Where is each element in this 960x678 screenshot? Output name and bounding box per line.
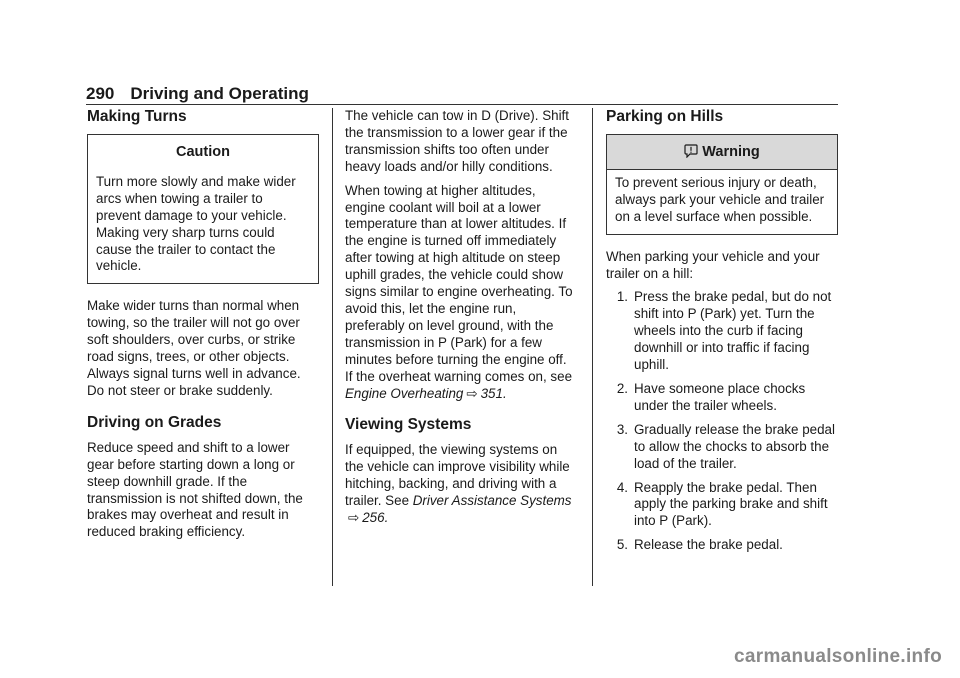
reference-suffix: . <box>502 385 507 401</box>
caution-text: Turn more slowly and make wider arcs when towing a trailer to prevent damage to your vehicle. Making very sharp turns could cause the trailer to contact the vehicle. <box>96 173 296 274</box>
page-reference-arrow-icon: ⇨ <box>348 510 360 526</box>
page-number: 290 <box>86 84 115 103</box>
reference-page: 256 <box>362 510 385 526</box>
warning-title: Warning <box>702 144 760 160</box>
column-2 <box>345 108 577 534</box>
step-number: 1. <box>616 289 628 305</box>
heading-viewing-systems: Viewing Systems <box>345 416 472 434</box>
paragraph: The vehicle can tow in D (Drive). Shift the transmission to a lower gear if the transmission shifts too often under heavy loads and/or hilly conditions. <box>345 108 569 174</box>
paragraph <box>345 442 577 527</box>
cross-reference-link[interactable] <box>345 386 507 401</box>
step-text: Release the brake pedal. <box>634 537 783 553</box>
column-1 <box>87 108 319 548</box>
step-text: Press the brake pedal, but do not shift into P (Park) yet. Turn the wheels into the curb if facing downhill or into traffic if facing uphill. <box>634 289 832 373</box>
step-text: Gradually release the brake pedal to allow the chocks to absorb the load of the trailer. <box>634 421 835 471</box>
watermark: carmanualsonline.info <box>734 646 942 667</box>
steps-list <box>606 289 838 554</box>
column-3 <box>606 108 838 561</box>
reference-title: Engine Overheating <box>345 385 464 401</box>
paragraph-text: If equipped, the viewing systems on the vehicle can improve visibility while hitching, backing, and driving with a trailer. See <box>345 442 570 509</box>
page-reference-arrow-icon: ⇨ <box>466 385 478 401</box>
paragraph: Reduce speed and shift to a lower gear before starting down a long or steep downhill grade. If the transmission is not shifted down, the brakes may overheat and result in reduced braking efficiency. <box>87 439 303 540</box>
warning-icon <box>684 144 698 158</box>
reference-title: Driver Assistance Systems <box>412 493 572 509</box>
paragraph: When parking your vehicle and your trailer on a hill: <box>606 248 820 281</box>
warning-box <box>606 134 838 235</box>
list-item <box>606 381 838 415</box>
warning-title-bar <box>607 135 837 170</box>
list-item <box>606 480 838 531</box>
step-number: 2. <box>616 380 628 396</box>
step-number: 5. <box>616 537 628 553</box>
paragraph: Make wider turns than normal when towing, so the trailer will not go over soft shoulders, over curbs, or strike road signs, trees, or other objects. Always signal turns well in advance. Do not steer or brake suddenly. <box>87 298 301 398</box>
step-number: 4. <box>616 479 628 495</box>
paragraph <box>345 183 577 403</box>
column-divider <box>332 108 333 586</box>
column-divider <box>592 108 593 586</box>
list-item <box>606 289 838 374</box>
warning-text: To prevent serious injury or death, always park your vehicle and trailer on a level surface when possible. <box>615 174 825 224</box>
heading-driving-on-grades: Driving on Grades <box>87 413 222 431</box>
heading-parking-on-hills: Parking on Hills <box>606 108 724 125</box>
paragraph-text: When towing at higher altitudes, engine coolant will boil at a lower temperature than at lower altitudes. If the engine is turned off immediately after towing at high altitude on steep uphill grades, the vehicle could show signs similar to engine overheating. To avoid this, let the engine run, preferably on level ground, with the transmission in P (Park) for a few minutes before turning the engine off. If the overheat warning comes on, see <box>345 182 573 384</box>
caution-title: Caution <box>176 144 230 160</box>
step-text: Reapply the brake pedal. Then apply the parking brake and shift into P (Park). <box>634 479 828 529</box>
section-title: Driving and Operating <box>130 84 309 103</box>
step-number: 3. <box>616 421 628 437</box>
heading-making-turns: Making Turns <box>87 108 187 125</box>
list-item <box>606 422 838 473</box>
page-header <box>86 84 838 105</box>
step-text: Have someone place chocks under the trailer wheels. <box>634 380 806 413</box>
reference-page: 351 <box>480 385 503 401</box>
reference-suffix: . <box>384 510 389 526</box>
caution-box <box>87 134 319 284</box>
list-item <box>606 537 838 554</box>
